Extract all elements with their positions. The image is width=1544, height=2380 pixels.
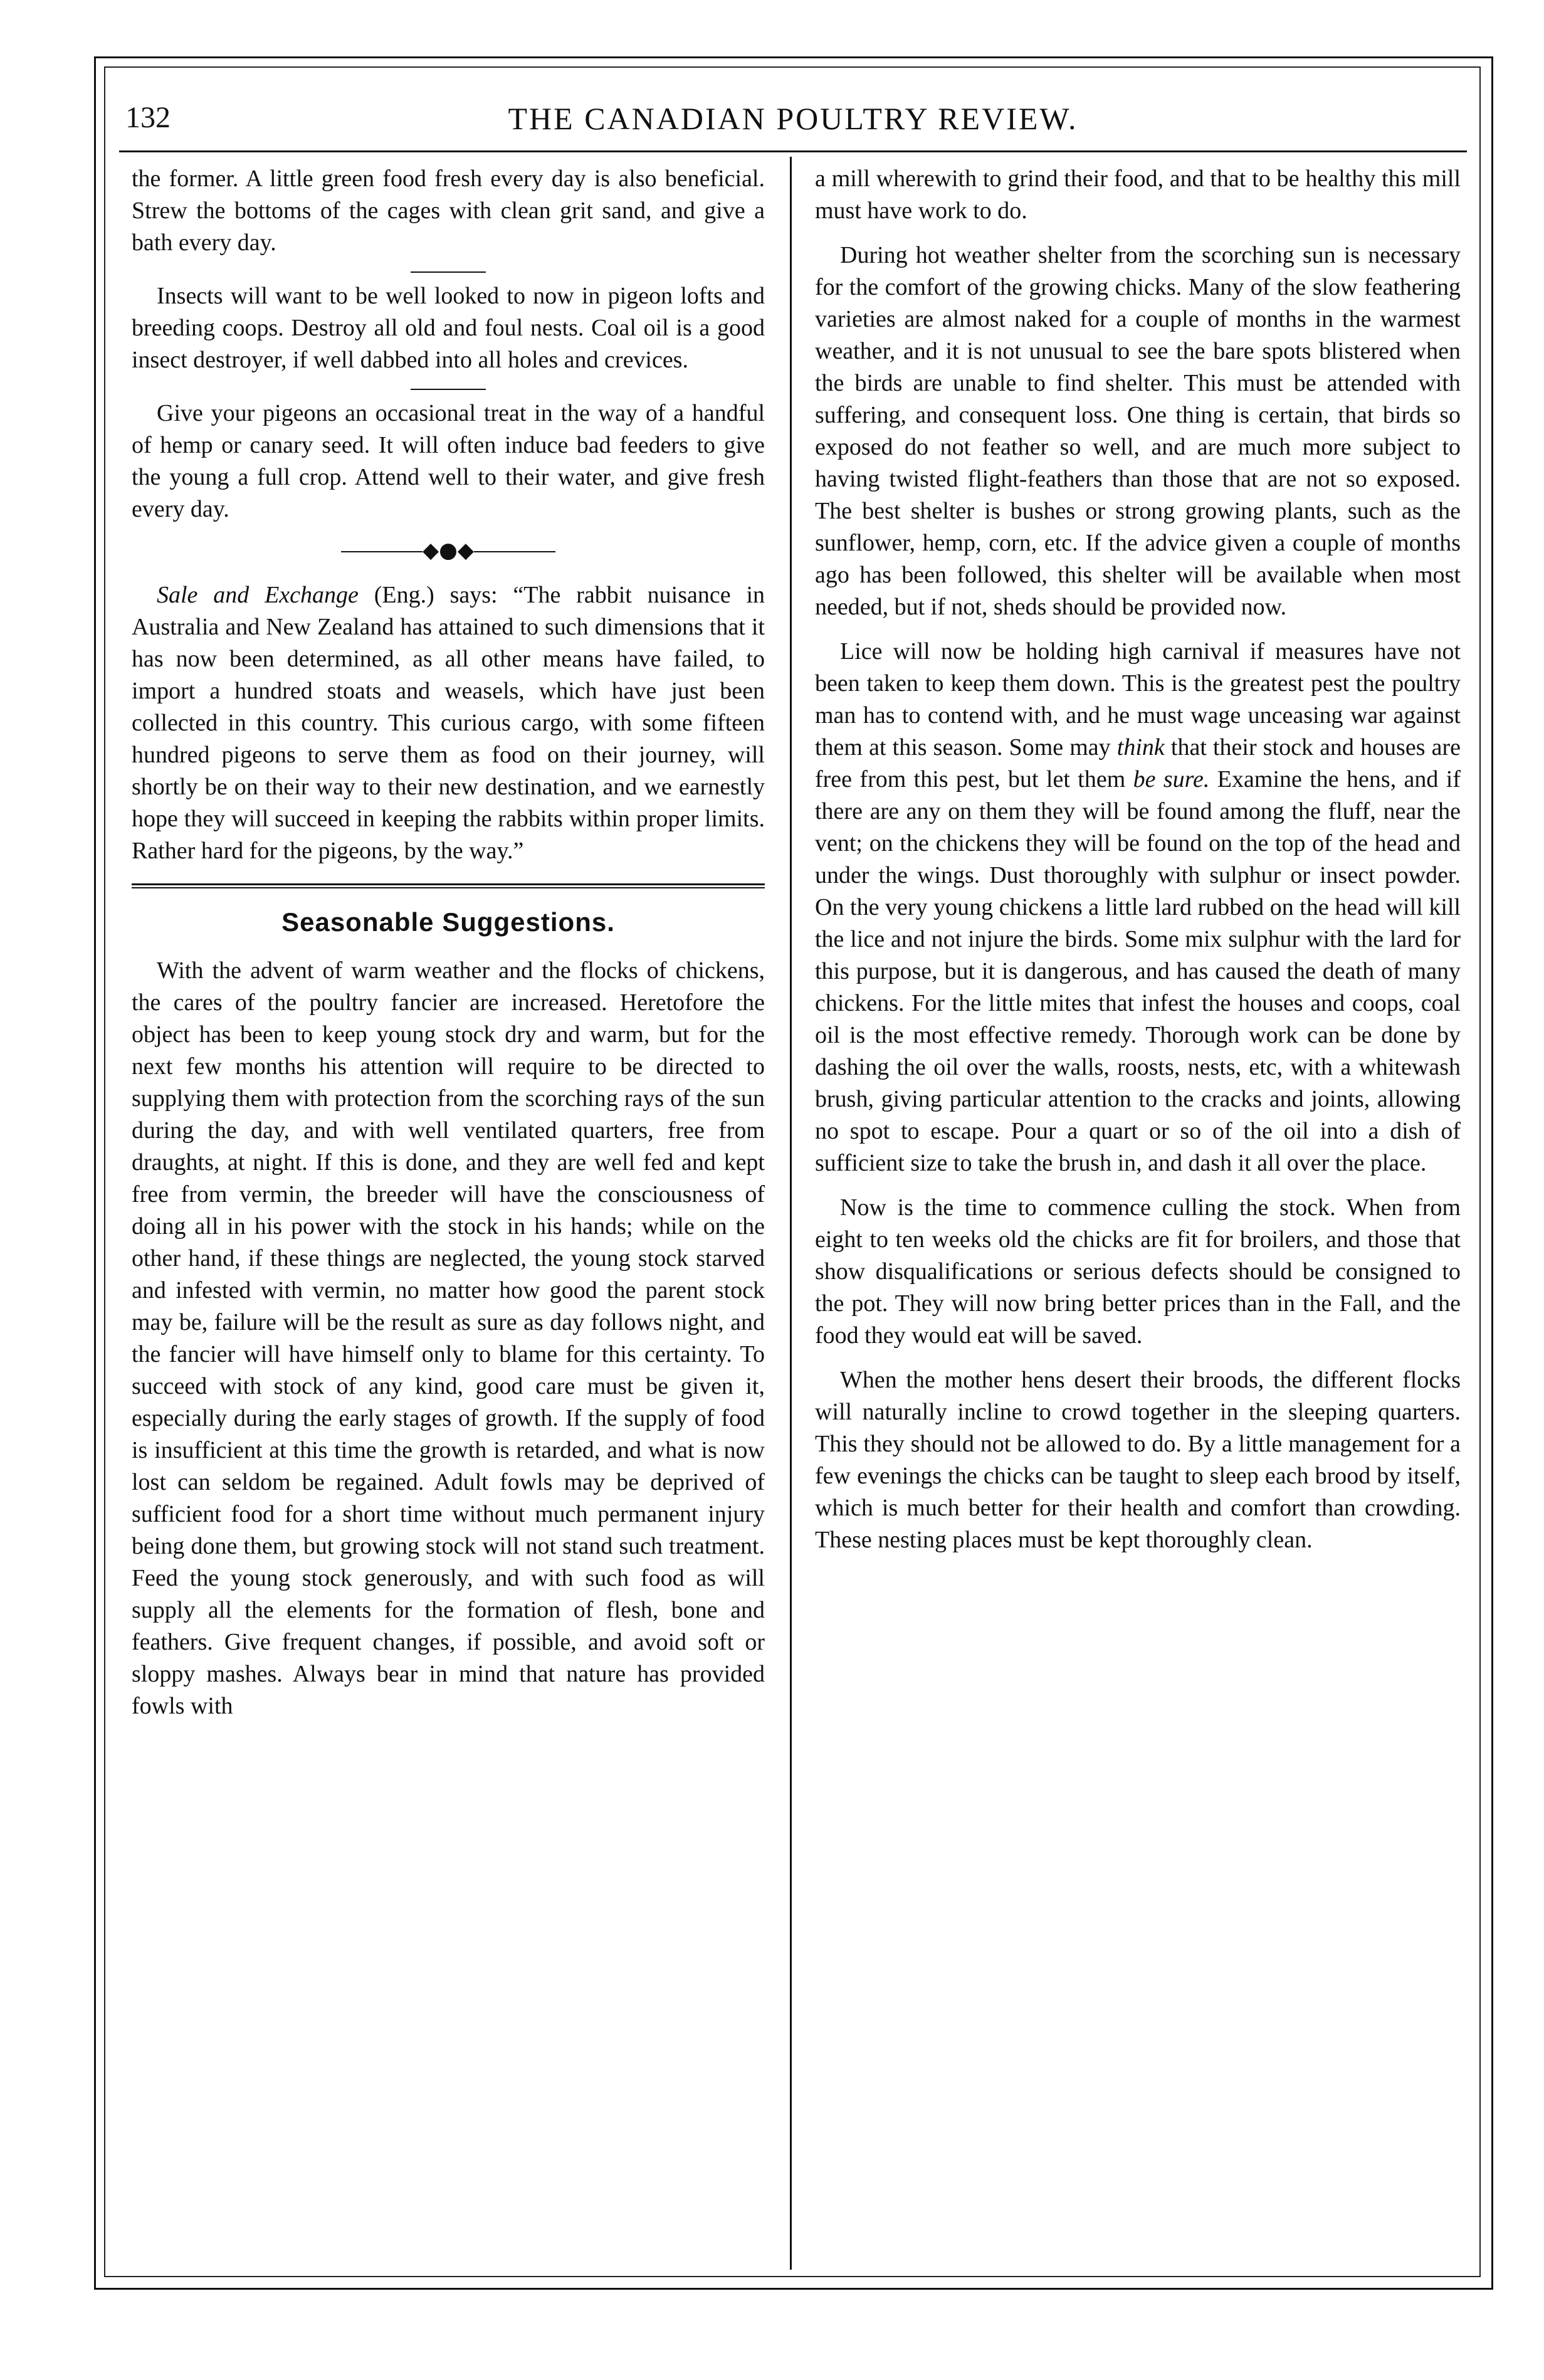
left-column [132, 163, 765, 2251]
paragraph-lice: Lice will now be holding high carnival if measures have not been taken to keep them down. This is the greatest pest the poultry man has to contend with, and he must wage unceasing war against them at this season. Some may think that their stock and houses are free from this pest, but let them be sure. Examine the hens, and if there are any on them they will be found among the fluff, near the vent; on the chickens they will be found on the top of the head and under the wings. Dust thoroughly with sulphur or insect powder. On the very young chickens a little lard rubbed on the head will kill the lice and not injure the birds. Some mix sulphur with the lard for this purpose, but it is dangerous, and has caused the death of many chickens. For the little mites that infest the houses and coops, coal oil is the most effective remedy. Thorough work can be done by dashing the oil over the walls, roosts, nests, etc, with a whitewash brush, giving particular attention to the cracks and joints, allowing no spot to escape. Pour a quart or so of the oil into a dish of sufficient size to take the brush in, and dash it all over the place. [815, 638, 1461, 1176]
paragraph-mill: a mill wherewith to grind their food, and that to be healthy this mill must have work to do. [815, 166, 1461, 224]
paragraph-shelter: During hot weather shelter from the scorching sun is necessary for the comfort of the growing chicks. Many of the slow feathering varieties are almost naked for a couple of months in the warmest weather, and it is not unusual to see the bare spots blistered when the birds are unable to find shelter. This must be attended with suffering, and consequent loss. One thing is certain, that birds so exposed do not feather so well, and are much more subject to having twisted flight-feathers than those that are not so exposed. The best shelter is bushes or strong growing plants, such as the sunflower, hemp, corn, etc. If the advice given a couple of months ago has been followed, this shelter will be available when most needed, but if not, sheds should be provided now. [815, 242, 1461, 620]
column-divider [790, 157, 792, 2270]
page-number: 132 [125, 101, 171, 134]
emphasis-think: think [1116, 734, 1165, 761]
separator-rule [411, 389, 486, 390]
paragraph-green-food: the former. A little green food fresh every day is also beneficial. Strew the bottoms of the cages with clean grit sand, and give a bath every day. [132, 166, 765, 256]
paragraph-culling: Now is the time to commence culling the stock. When from eight to ten weeks old the chicks are fit for broilers, and those that show disqualifications or serious defects should be consigned to the pot. They will now bring better prices than in the Fall, and the food they would eat will be saved. [815, 1194, 1461, 1349]
right-column [815, 163, 1461, 2251]
separator-rule [411, 271, 486, 273]
quote-text: (Eng.) says: “The rabbit nuisance in Australia and New Zealand has attained to such dimensions that it has now been determined, as all other means have failed, to import a hundred stoats and weasels, which have just been collected in this country. This curious cargo, with some fifteen hundred pigeons to serve them as food on their journey, will shortly be on their way to their new destination, and we earnestly hope they will succeed in keeping the rabbits within proper limits. Rather hard for the pigeons, by the way.” [132, 582, 765, 864]
header-rule [119, 150, 1467, 152]
source-title: Sale and Exchange [157, 582, 359, 608]
paragraph-insects: Insects will want to be well looked to now in pigeon lofts and breeding coops. Destroy all old and foul nests. Coal oil is a good insect destroyer, if well dabbed into all holes and crevices. [132, 283, 765, 373]
paragraph-mother-hens: When the mother hens desert their broods, the different flocks will naturally incline to crowd together in the sleeping quarters. This they should not be allowed to do. By a little management for a few evenings the chicks can be taught to sleep each brood by itself, which is much better for their health and comfort than crowding. These nesting places must be kept thoroughly clean. [815, 1367, 1461, 1553]
paragraph-rabbit-nuisance [132, 579, 765, 867]
section-divider [132, 883, 765, 888]
paragraph-warm-weather: With the advent of warm weather and the flocks of chickens, the cares of the poultry fancier are increased. Heretofore the object has been to keep young stock dry and warm, but for the next few months his attention will require to be directed to supplying them with protection from the scorching rays of the sun during the day, and with well ventilated quarters, free from draughts, at night. If this is done, and they are well fed and kept free from vermin, the breeder will have the consciousness of doing all in his power with the stock in his hands; while on the other hand, if these things are neglected, the young stock starved and infested with vermin, no matter how good the parent stock may be, failure will be the result as sure as day follows night, and the fancier will have himself only to blame for this certainty. To succeed with stock of any kind, good care must be given it, especially during the early stages of growth. If the supply of food is insufficient at this time the growth is retarded, and what is now lost can seldom be regained. Adult fowls may be deprived of sufficient food for a short time without much permanent injury being done them, but growing stock will not stand such treatment. Feed the young stock generously, and with such food as will supply all the elements for the formation of flesh, bone and feathers. Give frequent changes, if possible, and avoid soft or sloppy mashes. Always bear in mind that nature has provided fowls with [132, 957, 765, 1719]
page-header [119, 88, 1467, 144]
journal-title: THE CANADIAN POULTRY REVIEW. [508, 101, 1078, 136]
ornament-divider: ◆●◆ [132, 538, 765, 563]
emphasis-be-sure: be sure. [1133, 766, 1210, 792]
paragraph-pigeon-treat: Give your pigeons an occasional treat in the way of a handful of hemp or canary seed. It will often induce bad feeders to give the young a full crop. Attend well to their water, and give fresh every day. [132, 400, 765, 522]
section-title: Seasonable Suggestions. [281, 907, 615, 937]
newspaper-page [94, 56, 1492, 2288]
